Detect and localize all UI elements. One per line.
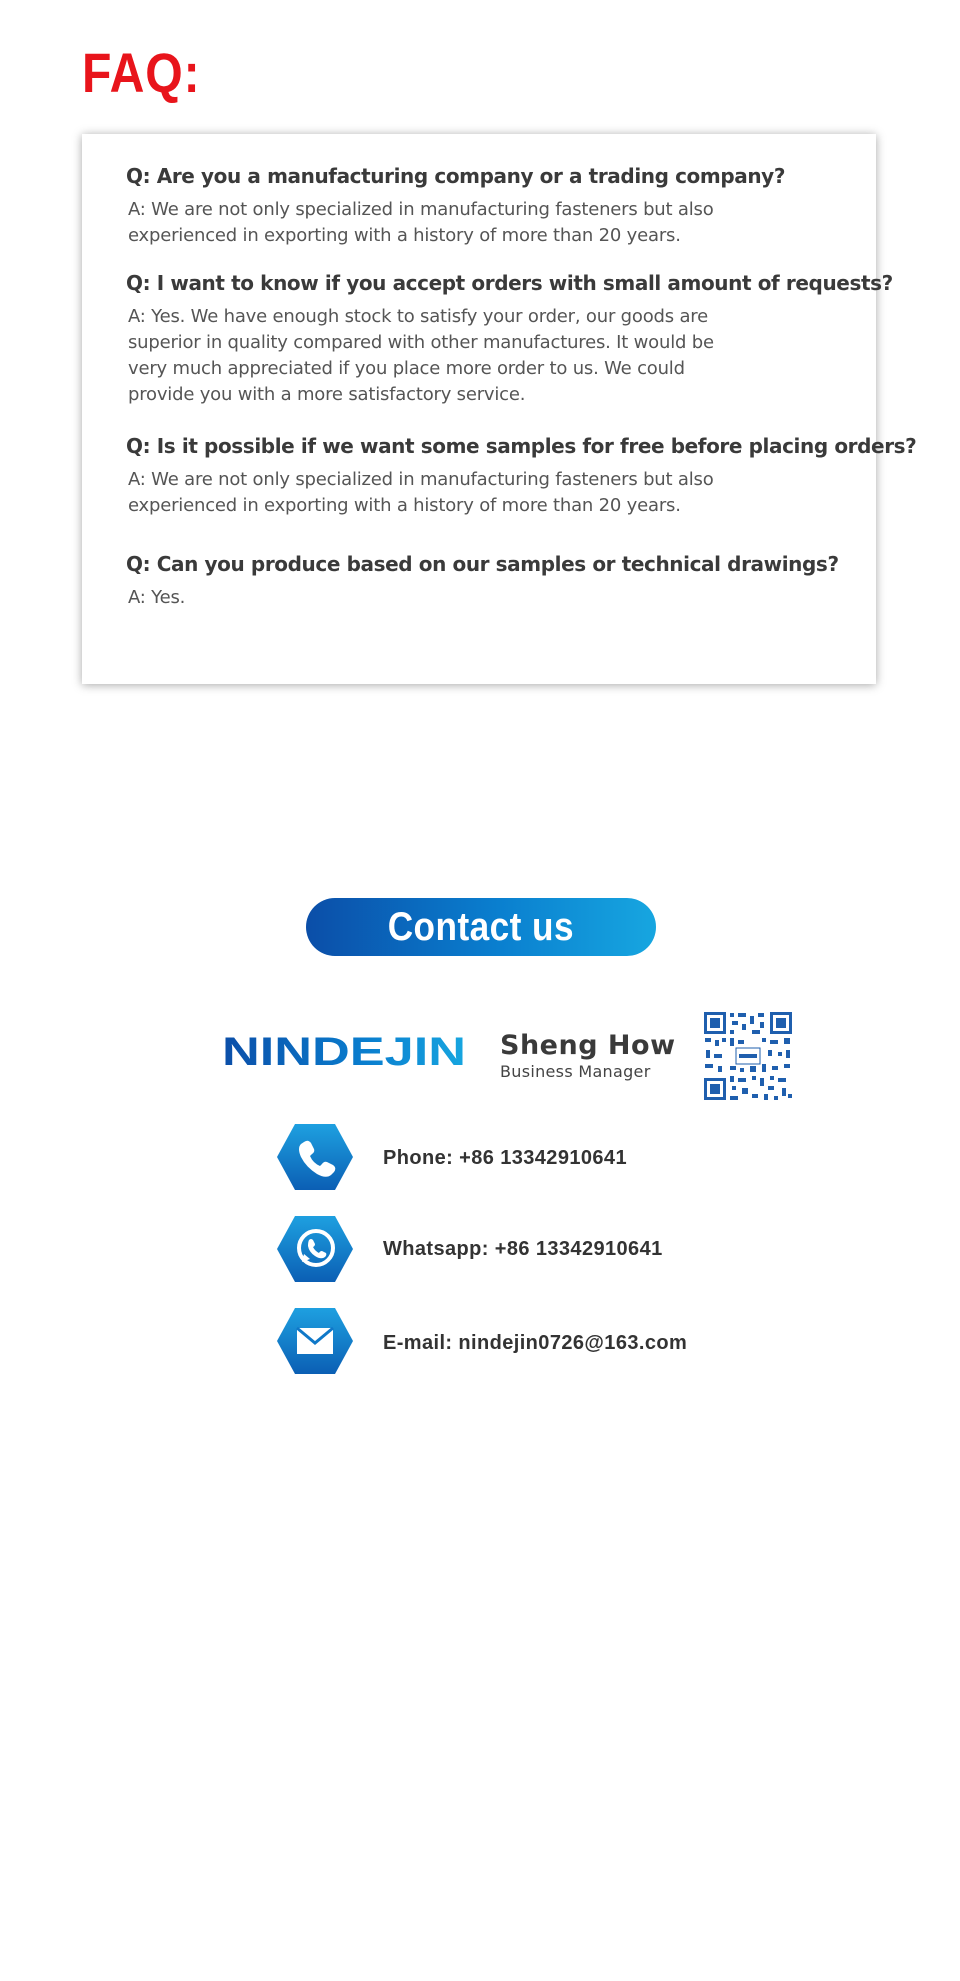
answer-line: A: We are not only specialized in manufacturing fasteners but also xyxy=(128,469,714,490)
whatsapp-icon[interactable] xyxy=(276,1214,354,1284)
answer-line: A: We are not only specialized in manufacturing fasteners but also xyxy=(128,199,714,220)
answer-line: experienced in exporting with a history of more than 20 years. xyxy=(128,495,681,516)
email-icon[interactable] xyxy=(276,1306,354,1376)
qr-code-icon[interactable] xyxy=(702,1010,794,1102)
answer-line: A: Yes. xyxy=(128,587,186,608)
answer-line: provide you with a more satisfactory service. xyxy=(128,384,526,405)
nindejin-logo xyxy=(222,1030,466,1070)
answer-line: A: Yes. We have enough stock to satisfy your order, our goods are xyxy=(128,306,708,327)
faq-panel xyxy=(82,134,917,684)
faq-answer xyxy=(128,197,714,249)
faq-question: Q: I want to know if you accept orders with small amount of requests? xyxy=(126,271,893,295)
faq-question: Q: Is it possible if we want some samples for free before placing orders? xyxy=(126,434,917,458)
email-text[interactable]: E-mail: nindejin0726@163.com xyxy=(383,1332,688,1354)
contact-us-heading: Contact us xyxy=(387,904,575,949)
faq-answer xyxy=(128,467,714,519)
answer-line: superior in quality compared with other manufactures. It would be xyxy=(128,332,714,353)
brand-name: NINDEJIN xyxy=(222,1030,466,1070)
faq-answer xyxy=(128,304,714,408)
faq-question: Q: Are you a manufacturing company or a trading company? xyxy=(126,164,786,188)
contact-us-banner xyxy=(306,898,656,956)
faq-title: FAQ: xyxy=(82,41,201,104)
contact-person-name: Sheng How xyxy=(500,1030,676,1061)
phone-icon[interactable] xyxy=(276,1122,354,1192)
faq-question: Q: Can you produce based on our samples or technical drawings? xyxy=(126,552,839,576)
faq-answer xyxy=(128,585,185,611)
phone-text[interactable]: Phone: +86 13342910641 xyxy=(383,1147,627,1169)
contact-person-role: Business Manager xyxy=(500,1062,651,1081)
whatsapp-text[interactable]: Whatsapp: +86 13342910641 xyxy=(383,1238,663,1260)
answer-line: experienced in exporting with a history of more than 20 years. xyxy=(128,225,681,246)
answer-line: very much appreciated if you place more order to us. We could xyxy=(128,358,685,379)
